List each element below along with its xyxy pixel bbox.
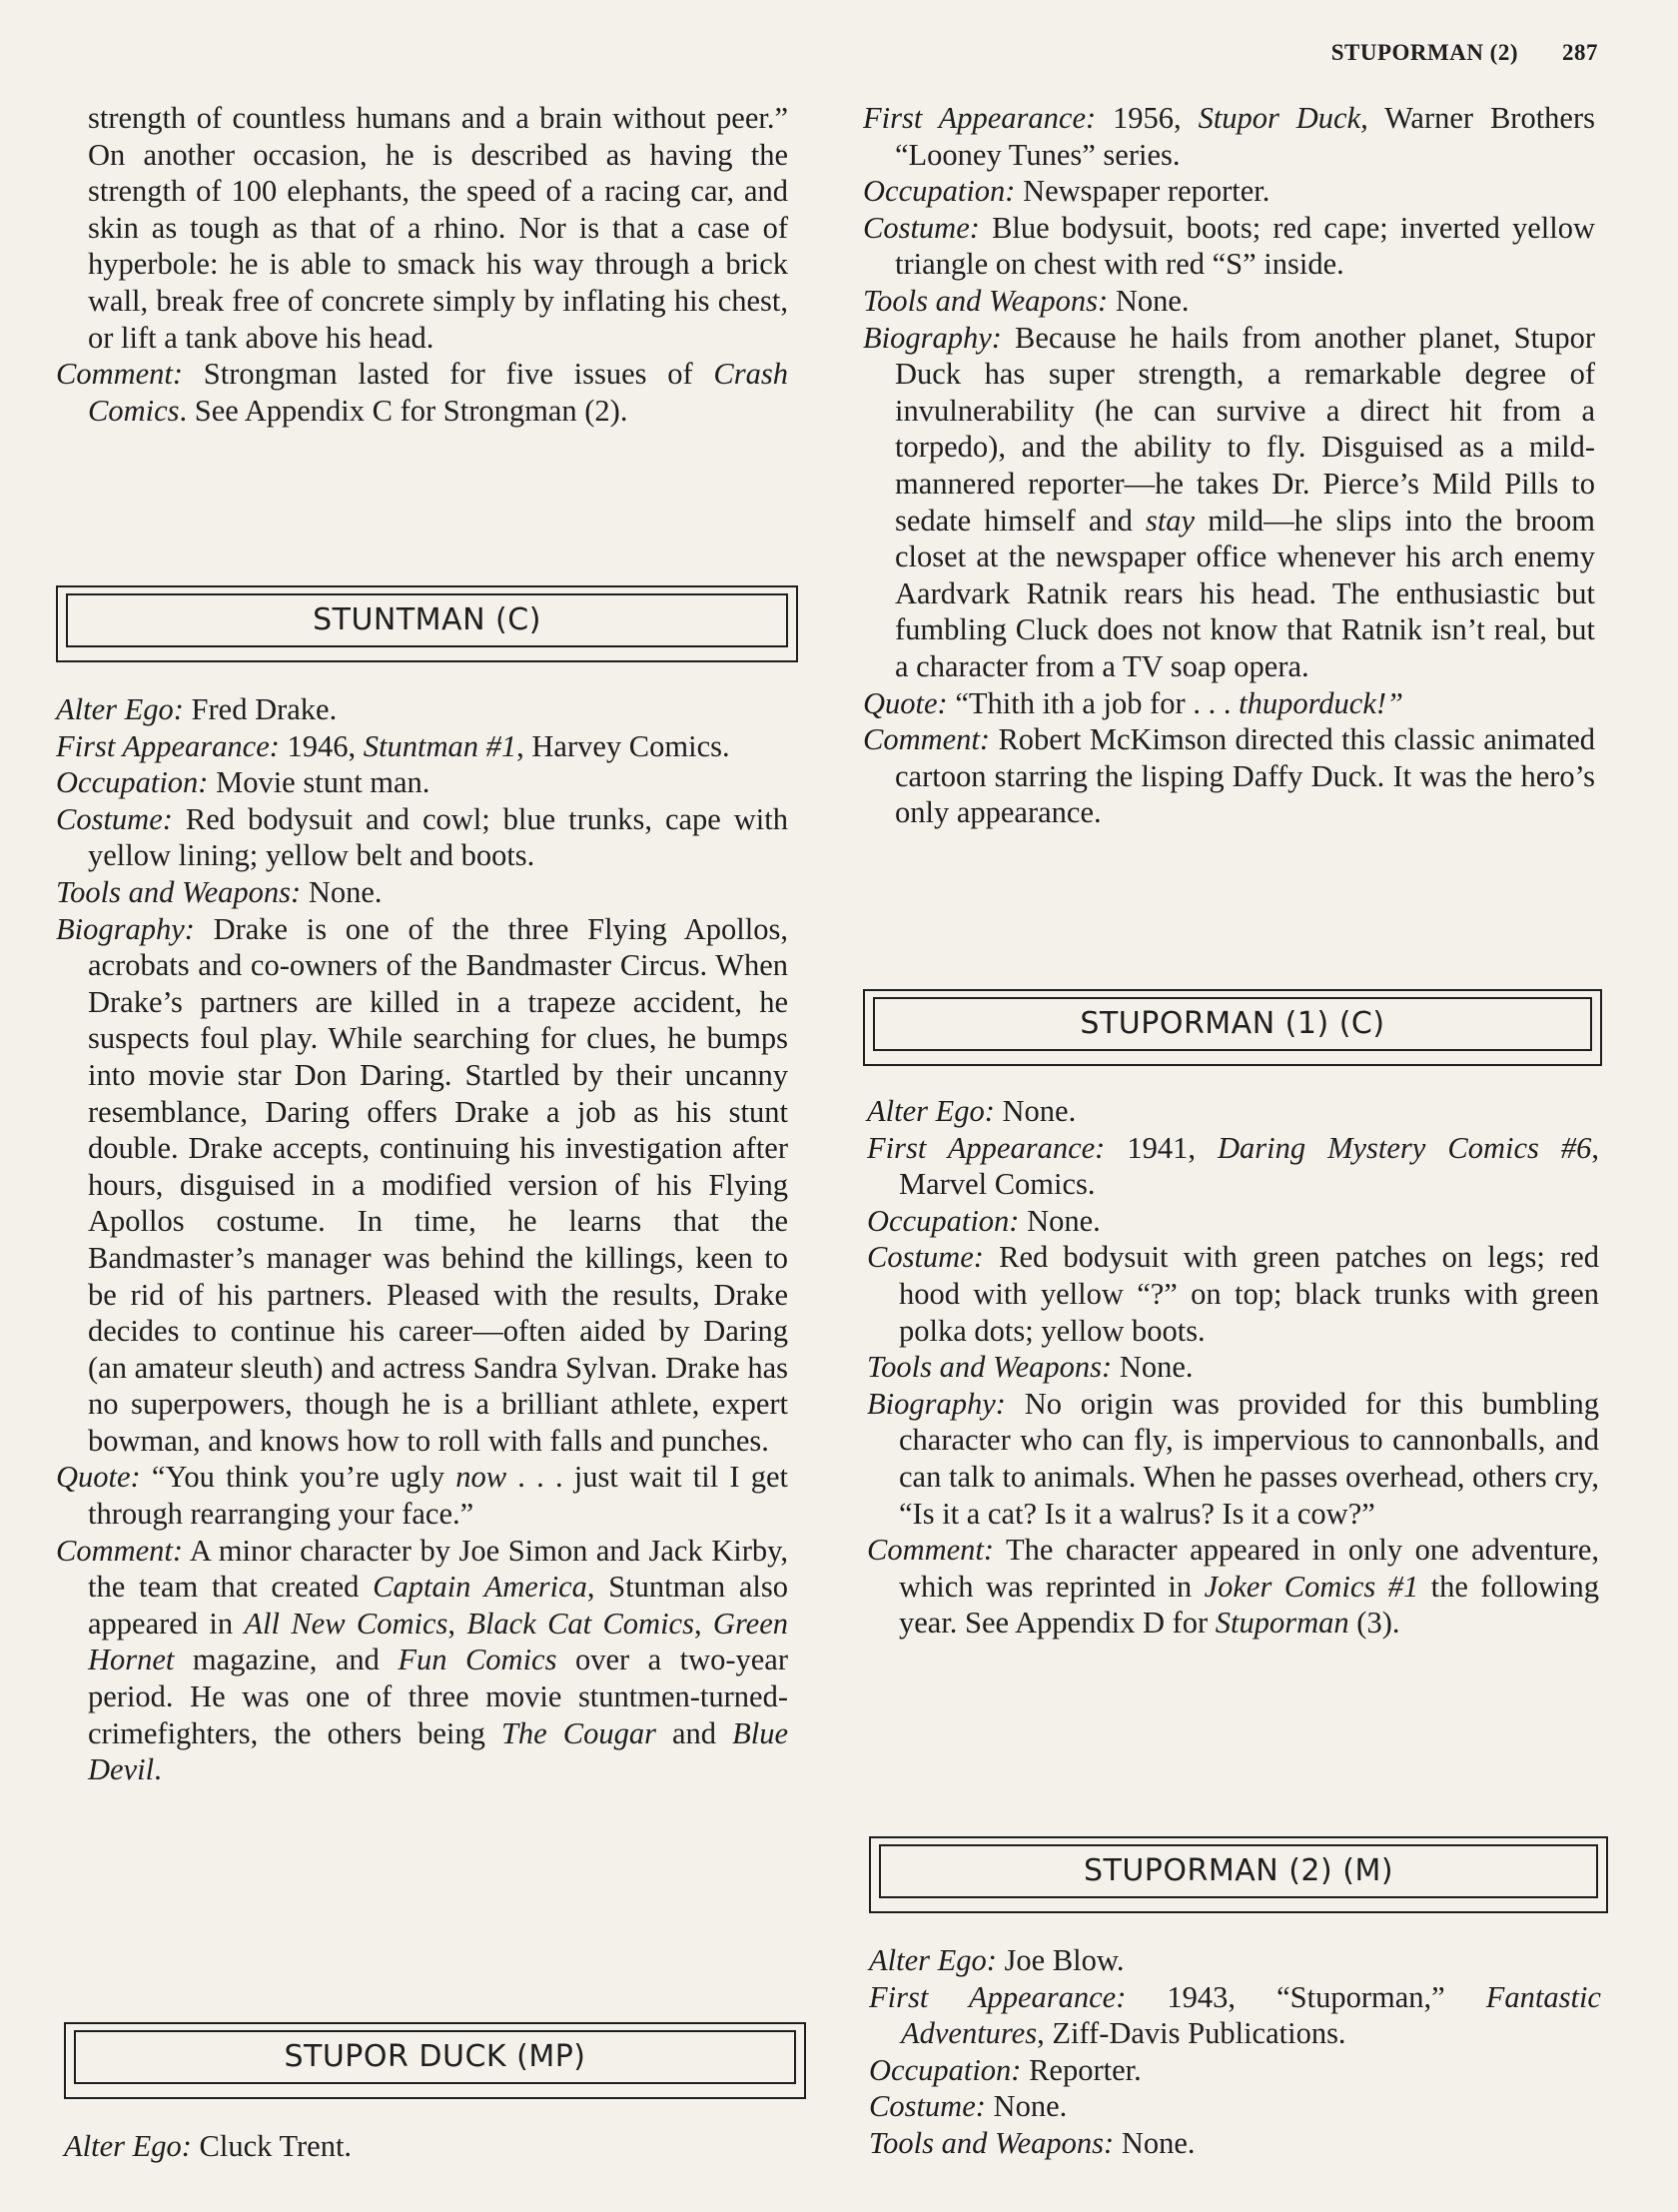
text-run: Tools and Weapons: [56, 874, 302, 909]
text-run: The character appeared in only one adventure, which was reprinted in [899, 1533, 1599, 1604]
stupor-duck-first-appearance [863, 100, 1595, 173]
stuporman2-entry [869, 1942, 1601, 2162]
text-run: First Appearance: [56, 728, 280, 763]
text-run: , [693, 1606, 713, 1641]
text-run: Biography: [56, 911, 195, 946]
text-run: Costume: [863, 210, 980, 245]
text-run: Newspaper reporter. [1015, 174, 1270, 209]
text-run: . See Appendix C for Strongman (2). [179, 393, 628, 428]
text-run: 1956, [1096, 101, 1199, 135]
text-run: Crash Comics [88, 357, 788, 428]
text-run: Robert McKimson directed this classic animated cartoon starring the lisping Daffy Duck. It was the hero’s only appearance. [895, 722, 1595, 830]
stuntman-costume [56, 801, 788, 874]
text-run: Strongman lasted for five issues of [183, 357, 714, 392]
text-run: Movie stunt man. [208, 765, 430, 800]
text-run: Costume: [56, 801, 173, 836]
text-run: Tools and Weapons: [863, 283, 1109, 318]
text-run: All New Comics [244, 1606, 448, 1641]
stuntman-biography [56, 911, 788, 1460]
text-run: Reporter. [1021, 2052, 1142, 2087]
text-run: , Stuntman also appeared in [88, 1570, 788, 1641]
text-run: , Harvey Comics. [516, 728, 730, 763]
text-run: strength of countless humans and a brain without peer.” On another occasion, he is described as having the strength of 100 elephants, the speed of a racing car, and skin as tough as that of a rhino. Nor is that a case of hyperbole: he is able to smack his way through a brick wall, break free of concrete simply by inflating his chest, or lift a tank above his head. [88, 101, 788, 355]
text-run: Joe Blow. [996, 1943, 1125, 1977]
text-run: 1941, [1105, 1130, 1218, 1165]
text-run: Blue Devil [88, 1715, 788, 1787]
stuporman1-heading: STUPORMAN (1) (C) [873, 997, 1592, 1051]
stupor-duck-comment [863, 721, 1595, 831]
stupor-duck-occupation [863, 173, 1595, 210]
text-run: Fred Drake. [183, 692, 338, 726]
text-run: Occupation: [863, 174, 1016, 209]
text-run: stay [1145, 503, 1196, 538]
text-run: First Appearance: [869, 1979, 1127, 2014]
stupor-duck-heading: STUPOR DUCK (MP) [74, 2030, 796, 2084]
stuntman-comment [56, 1533, 788, 1788]
page-number: 287 [1562, 40, 1598, 65]
text-run: Occupation: [56, 765, 209, 800]
stuporman1-entry [867, 1093, 1599, 1642]
text-run: Comment: [56, 1533, 184, 1568]
text-run: Blue bodysuit, boots; red cape; inverted yellow triangle on chest with red “S” inside. [895, 210, 1595, 282]
text-run: now [455, 1460, 507, 1495]
text-run: None. [1112, 1350, 1194, 1385]
text-run: Because he hails from another planet, Stupor Duck has super strength, a remarkable degree of invulnerability (he can survive a direct hit from a torpedo), and the ability to fly. Disguised as a mild-mannered reporter—he takes Dr. Pierce’s Mild Pills to sedate himself and [895, 320, 1595, 538]
stupor-duck-tools [863, 283, 1595, 320]
stupor-duck-quote [863, 685, 1595, 722]
stuntman-quote [56, 1459, 788, 1532]
text-run: Joker Comics #1 [1204, 1569, 1419, 1604]
stuntman-first-appearance [56, 728, 788, 765]
stuporman1-biography [867, 1386, 1599, 1532]
text-run: “You think you’re ugly [140, 1460, 456, 1495]
stuporman1-occupation [867, 1203, 1599, 1240]
text-run: Warner Brothers “Looney Tunes” series. [895, 101, 1595, 172]
text-run: (3). [1348, 1606, 1400, 1641]
text-run: Alter Ego: [64, 2129, 192, 2163]
stuntman-heading-box [56, 585, 798, 662]
strongman-comment [56, 356, 788, 429]
text-run: over a two-year period. He was one of three movie stuntmen-turned-crimefighters, the others being [88, 1643, 789, 1750]
text-run: Stuporman [1215, 1606, 1349, 1641]
stuntman-tools [56, 874, 788, 911]
text-run: None. [1019, 1203, 1101, 1238]
stuntman-occupation [56, 764, 788, 801]
text-run: Green Hornet [88, 1606, 789, 1677]
text-run: Black Cat Comics [466, 1606, 694, 1641]
text-run: Tools and Weapons: [867, 1350, 1113, 1385]
stuntman-alter-ego [56, 691, 788, 728]
text-run: None. [1108, 283, 1190, 318]
stupor-duck-entry-continued [863, 100, 1595, 831]
text-run: Biography: [867, 1386, 1006, 1421]
text-run: the following year. See Appendix D for [899, 1569, 1600, 1641]
text-run: Costume: [869, 2089, 986, 2124]
stuporman1-tools [867, 1349, 1599, 1386]
text-run: , Ziff-Davis Publications. [1037, 2016, 1346, 2051]
running-head [1258, 40, 1598, 66]
stuporman2-heading: STUPORMAN (2) (M) [879, 1844, 1598, 1898]
text-run: The Cougar [500, 1715, 656, 1750]
text-run: , Marvel Comics. [899, 1130, 1599, 1202]
text-run: Occupation: [869, 2052, 1022, 2087]
stuporman2-alter-ego [869, 1942, 1601, 1979]
stuporman2-tools [869, 2125, 1601, 2162]
stuporman1-comment [867, 1532, 1599, 1642]
section-title: STUPORMAN (2) [1330, 40, 1518, 65]
text-run: magazine, and [174, 1643, 399, 1677]
stuntman-entry [56, 691, 788, 1788]
text-run: and [655, 1715, 733, 1750]
left-column [56, 100, 788, 429]
text-run: Fantastic Adventures [901, 1979, 1601, 2051]
text-run: Comment: [867, 1533, 995, 1568]
text-run: Biography: [863, 320, 1002, 355]
text-run: . [154, 1752, 162, 1787]
text-run: thuporduck!” [1239, 685, 1403, 720]
text-run: First Appearance: [867, 1130, 1106, 1165]
stuporman1-first-appearance [867, 1130, 1599, 1203]
stuntman-heading: STUNTMAN (C) [66, 593, 788, 647]
text-run: , [447, 1606, 467, 1641]
text-run: Stuntman #1 [363, 728, 517, 763]
text-run: mild—he slips into the broom closet at the newspaper office whenever his arch enemy Aardvark Ratnik rears his head. The enthusiastic but fumbling Cluck does not know that Ratnik isn’t real, but a character from a TV soap opera. [895, 503, 1595, 683]
text-run: “Thith ith a job for . . . [947, 685, 1240, 720]
text-run: 1943, “Stuporman,” [1126, 1979, 1486, 2014]
text-run: Quote: [863, 685, 948, 720]
text-run: Comment: [863, 722, 991, 757]
text-run: . . . just wait til I get through rearranging your face.” [88, 1460, 788, 1532]
text-run: Drake is one of the three Flying Apollos, acrobats and co-owners of the Bandmaster Circus. When Drake’s partners are killed in a trapeze accident, he suspects foul play. While searching for clues, he bumps into movie star Don Daring. Startled by their uncanny resemblance, Daring offers Drake a job as his stunt double. Drake accepts, continuing his investigation after hours, disguised in a modified version of his Flying Apollos costume. In time, he learns that the Bandmaster’s manager was behind the killings, keen to be rid of his partners. Pleased with the results, Drake decides to continue his career—often aided by Daring (an amateur sleuth) and actress Sandra Sylvan. Drake has no superpowers, though he is a brilliant athlete, expert bowman, and knows how to roll with falls and punches. [88, 911, 788, 1458]
stuporman2-first-appearance [869, 1979, 1601, 2052]
stupor-duck-biography [863, 320, 1595, 685]
text-run: Red bodysuit with green patches on legs; red hood with yellow “?” on top; black trunks with green polka dots; yellow boots. [899, 1240, 1599, 1348]
stupor-duck-alter-ego [64, 2128, 796, 2165]
text-run: Costume: [867, 1240, 984, 1275]
text-run: A minor character by Joe Simon and Jack Kirby, the team that created [88, 1533, 788, 1605]
text-run: First Appearance: [863, 101, 1097, 135]
text-run: Alter Ego: [56, 692, 184, 726]
text-run: Comment: [56, 357, 184, 392]
stuporman2-costume [869, 2088, 1601, 2125]
text-run: Stupor Duck, [1198, 101, 1368, 135]
text-run: Occupation: [867, 1203, 1020, 1238]
stuporman1-alter-ego [867, 1093, 1599, 1130]
text-run: None. [301, 874, 383, 909]
text-run: Daring Mystery Comics #6 [1217, 1130, 1592, 1165]
text-run: None. [985, 2089, 1068, 2124]
text-run: Alter Ego: [867, 1094, 995, 1128]
stuporman1-costume [867, 1239, 1599, 1349]
stupor-duck-entry-start [64, 2128, 796, 2165]
text-run: None. [994, 1094, 1077, 1128]
text-run: 1946, [279, 728, 364, 763]
text-run: Fun Comics [398, 1643, 557, 1677]
stuporman2-heading-box [869, 1836, 1608, 1913]
text-run: Captain America [373, 1570, 587, 1605]
text-run: Alter Ego: [869, 1943, 997, 1977]
strongman-continuation [56, 100, 788, 356]
text-run: Red bodysuit and cowl; blue trunks, cape with yellow lining; yellow belt and boots. [88, 801, 788, 873]
text-run: Cluck Trent. [191, 2129, 353, 2163]
stupor-duck-heading-box [64, 2022, 806, 2099]
text-run: None. [1114, 2125, 1196, 2160]
stuporman2-occupation [869, 2052, 1601, 2089]
text-run: No origin was provided for this bumbling character who can fly, is impervious to cannonballs, and can talk to animals. When he passes overhead, others cry, “Is it a cat? Is it a walrus? Is it a cow?” [899, 1386, 1599, 1531]
text-run: Tools and Weapons: [869, 2125, 1115, 2160]
stuporman1-heading-box [863, 989, 1602, 1066]
text-run: Quote: [56, 1460, 141, 1495]
stupor-duck-costume [863, 210, 1595, 283]
